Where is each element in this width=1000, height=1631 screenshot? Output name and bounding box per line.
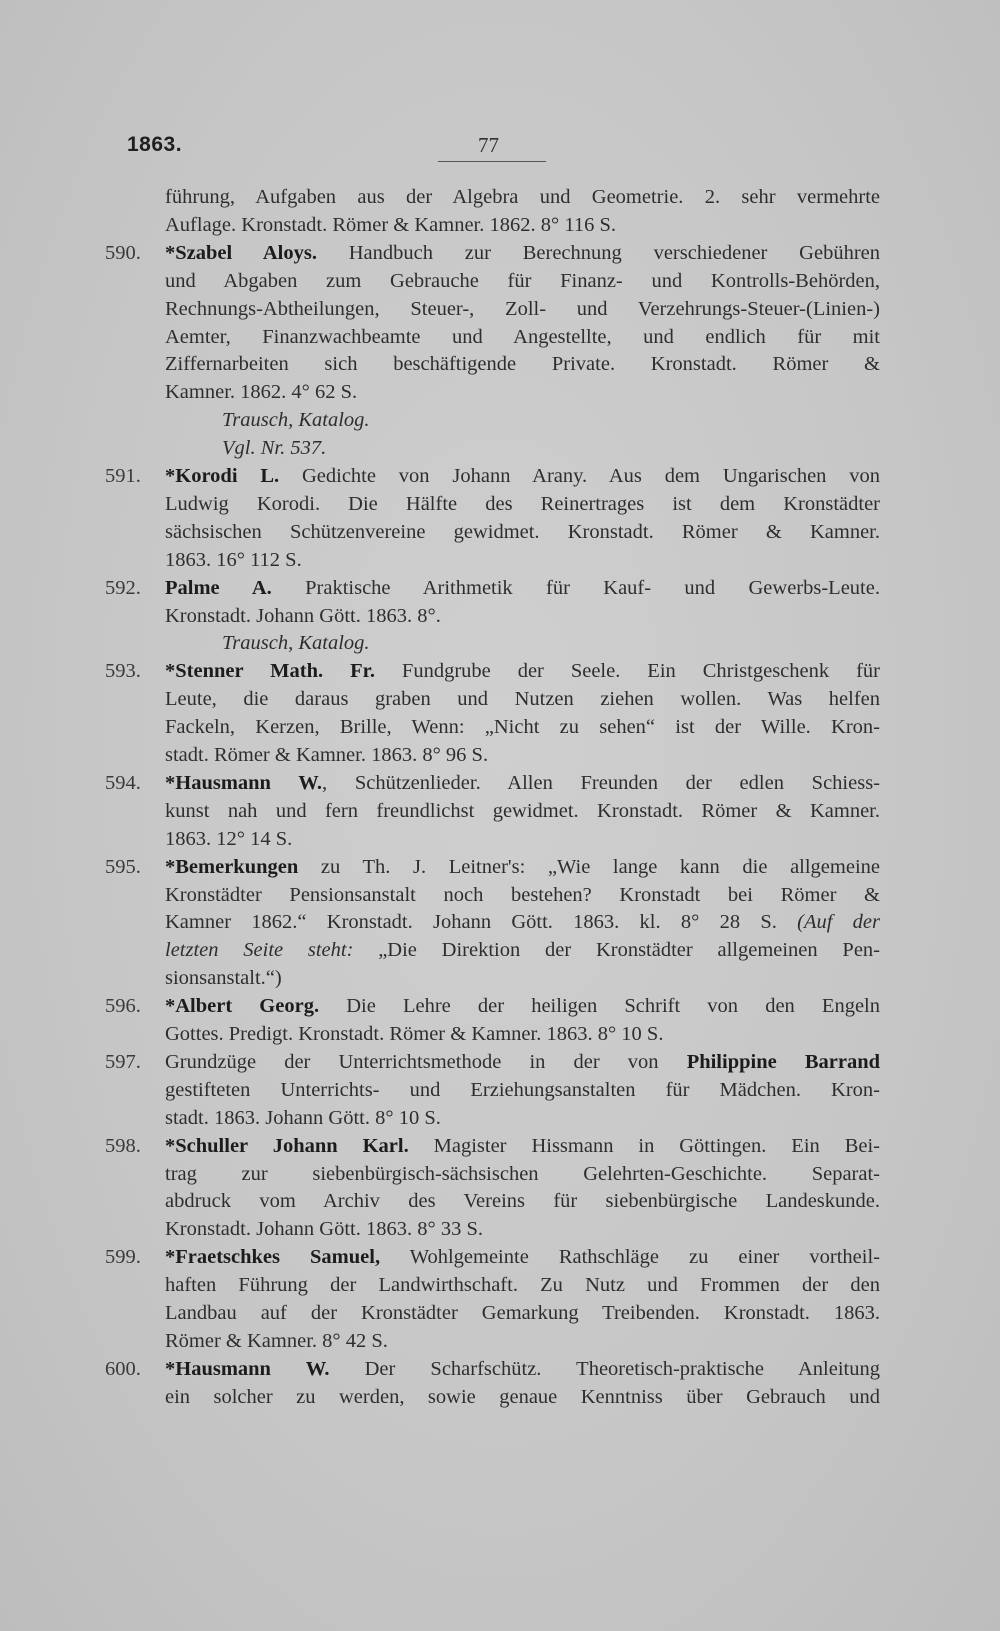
entry-text: Fundgrube der Seele. Ein Christgeschenk für: [374, 660, 880, 683]
text-line: [165, 992, 880, 1020]
entry-text: stadt. 1863. Johann Gött. 8° 10 S.: [165, 1106, 441, 1129]
highlighted-name: Philippine Barrand: [686, 1050, 880, 1073]
text-line: [165, 1104, 441, 1132]
text-line: [165, 574, 880, 602]
entry-text: sionsanstalt.“): [165, 967, 282, 990]
entry-text: Ludwig Korodi. Die Hälfte des Reinertrages ist dem Kronstädter: [165, 492, 880, 515]
text-line: [165, 964, 282, 992]
text-line: [165, 1355, 880, 1383]
text-line: [165, 1020, 663, 1048]
entry-text: Leute, die daraus graben und Nutzen ziehen wollen. Was helfen: [165, 688, 880, 711]
text-line: [165, 936, 880, 964]
entry-text: Grundzüge der Unterrichtsmethode in der von: [165, 1050, 687, 1073]
author-name: *Bemerkungen: [165, 855, 299, 878]
text-line: [165, 881, 880, 909]
italic-note: (Auf der: [797, 911, 881, 934]
text-line: [165, 1215, 483, 1243]
text-line: [165, 239, 880, 267]
text-line: [165, 769, 880, 797]
entry-text: „Die Direktion der Kronstädter allgemeinen Pen-: [353, 939, 880, 962]
entry-text: Wohlgemeinte Rathschläge zu einer vortheil-: [380, 1246, 880, 1269]
entry-text: Der Scharfschütz. Theoretisch-praktische Anleitung: [329, 1357, 880, 1380]
citation-note: Vgl. Nr. 537.: [222, 437, 327, 460]
entry-text: Handbuch zur Berechnung verschiedener Gebühren: [316, 241, 880, 264]
text-line: [165, 1299, 880, 1327]
citation-note: Trausch, Katalog.: [222, 409, 370, 432]
entry-number: 598.: [105, 1134, 141, 1157]
text-line: [165, 1076, 880, 1104]
text-line: [165, 908, 880, 936]
author-name: *Hausmann W.: [165, 1357, 330, 1380]
entry-text: und Abgaben zum Gebrauche für Finanz- und Kontrolls-Behörden,: [165, 269, 880, 292]
entry-text: kunst nah und fern freundlichst gewidmet. Kronstadt. Römer & Kamner.: [165, 799, 880, 822]
entry-text: Rechnungs-Abtheilungen, Steuer-, Zoll- und Verzehrungs-Steuer-(Linien-): [165, 297, 880, 320]
entry-text: Fackeln, Kerzen, Brille, Wenn: „Nicht zu sehen“ ist der Wille. Kron-: [165, 716, 880, 739]
entry-text: Die Lehre der heiligen Schrift von den Engeln: [319, 995, 880, 1018]
text-line: [165, 1187, 880, 1215]
entry-number: 590.: [105, 241, 141, 264]
text-line: [165, 267, 880, 295]
entry-number: 595.: [105, 855, 141, 878]
text-line: [165, 1132, 880, 1160]
text-line: [165, 546, 302, 574]
entry-number: 591.: [105, 465, 141, 487]
entry-text: Kamner. 1862. 4° 62 S.: [165, 381, 358, 404]
italic-note: letzten Seite steht:: [165, 939, 354, 962]
text-line: [165, 350, 880, 378]
text-line: [222, 406, 370, 434]
entry-number: 597.: [105, 1050, 141, 1073]
entry-text: 1863. 12° 14 S.: [165, 827, 293, 850]
text-line: [165, 378, 357, 406]
text-line: [165, 1048, 880, 1076]
entry-text: haften Führung der Landwirthschaft. Zu Nutz und Frommen der den: [165, 1274, 880, 1297]
entry-text: Römer & Kamner. 8° 42 S.: [165, 1329, 388, 1352]
author-name: *Szabel Aloys.: [165, 241, 317, 264]
entry-text: Kamner 1862.“ Kronstadt. Johann Gött. 1863. kl. 8° 28 S.: [165, 911, 798, 934]
running-header-year: 1863.: [127, 133, 183, 156]
entry-text: Kronstadt. Johann Gött. 1863. 8° 33 S.: [165, 1218, 483, 1241]
text-line: [165, 211, 616, 239]
entry-text: sächsischen Schützenvereine gewidmet. Kronstadt. Römer & Kamner.: [165, 520, 880, 543]
text-line: [165, 1383, 880, 1411]
entry-text: trag zur siebenbürgisch-sächsischen Gelehrten-Geschichte. Separat-: [165, 1162, 880, 1185]
entry-text: 1863. 16° 112 S.: [165, 548, 302, 571]
text-line: [165, 853, 880, 881]
text-line: [165, 183, 880, 211]
text-line: [222, 629, 370, 657]
text-line: [165, 323, 880, 351]
text-line: [165, 462, 880, 490]
author-name: *Stenner Math. Fr.: [165, 660, 375, 683]
text-line: [165, 741, 488, 769]
entry-text: führung, Aufgaben aus der Algebra und Geometrie. 2. sehr vermehrte: [165, 186, 880, 208]
entry-text: Auflage. Kronstadt. Römer & Kamner. 1862. 8° 116 S.: [165, 213, 616, 236]
author-name: Palme A.: [165, 576, 272, 599]
entry-text: Gedichte von Johann Arany. Aus dem Ungarischen von: [279, 465, 880, 487]
entry-text: stadt. Römer & Kamner. 1863. 8° 96 S.: [165, 744, 489, 766]
entry-number: 594.: [105, 771, 141, 794]
text-line: [165, 797, 880, 825]
entry-number: 599.: [105, 1246, 141, 1269]
entry-text: zu Th. J. Leitner's: „Wie lange kann die allgemeine: [298, 855, 880, 878]
entry-text: Ziffernarbeiten sich beschäftigende Private. Kronstadt. Römer &: [165, 353, 880, 376]
entry-text: Praktische Arithmetik für Kauf- und Gewerbs-Leute.: [271, 576, 880, 599]
entry-text: Aemter, Finanzwachbeamte und Angestellte, und endlich für mit: [165, 325, 880, 348]
text-line: [165, 295, 880, 323]
text-line: [165, 490, 880, 518]
author-name: *Albert Georg.: [165, 995, 320, 1018]
entry-text: Kronstädter Pensionsanstalt noch bestehen? Kronstadt bei Römer &: [165, 883, 880, 906]
entry-text: gestifteten Unterrichts- und Erziehungsanstalten für Mädchen. Kron-: [165, 1078, 880, 1101]
author-name: *Hausmann W.: [165, 771, 323, 794]
text-line: [165, 685, 880, 713]
text-line: [165, 1160, 880, 1188]
text-line: [165, 518, 880, 546]
author-name: *Fraetschkes Samuel,: [165, 1246, 381, 1269]
header-rule: [438, 161, 546, 162]
entry-text: ein solcher zu werden, sowie genaue Kenntniss über Gebrauch und: [165, 1385, 880, 1408]
entry-number: 596.: [105, 995, 141, 1018]
entry-text: Kronstadt. Johann Gött. 1863. 8°.: [165, 604, 441, 627]
page-number: 77: [478, 133, 499, 157]
entry-number: 593.: [105, 660, 141, 683]
text-line: [165, 1271, 880, 1299]
text-line: [165, 825, 292, 853]
entry-text: , Schützenlieder. Allen Freunden der edlen Schiess-: [322, 771, 880, 794]
entry-text: Landbau auf der Kronstädter Gemarkung Treibenden. Kronstadt. 1863.: [165, 1302, 880, 1324]
text-line: [165, 1243, 880, 1271]
citation-note: Trausch, Katalog.: [222, 632, 370, 655]
entry-number: 592.: [105, 576, 141, 599]
author-name: *Schuller Johann Karl.: [165, 1134, 409, 1157]
text-line: [165, 602, 441, 630]
entry-text: Gottes. Predigt. Kronstadt. Römer & Kamner. 1863. 8° 10 S.: [165, 1023, 664, 1045]
text-line: [165, 657, 880, 685]
text-line: [165, 1327, 388, 1355]
text-line: [165, 713, 880, 741]
entry-number: 600.: [105, 1357, 141, 1380]
entry-text: Magister Hissmann in Göttingen. Ein Bei-: [408, 1134, 880, 1157]
author-name: *Korodi L.: [165, 465, 280, 487]
text-line: [222, 434, 326, 462]
entry-text: abdruck vom Archiv des Vereins für siebenbürgische Landeskunde.: [165, 1190, 880, 1213]
